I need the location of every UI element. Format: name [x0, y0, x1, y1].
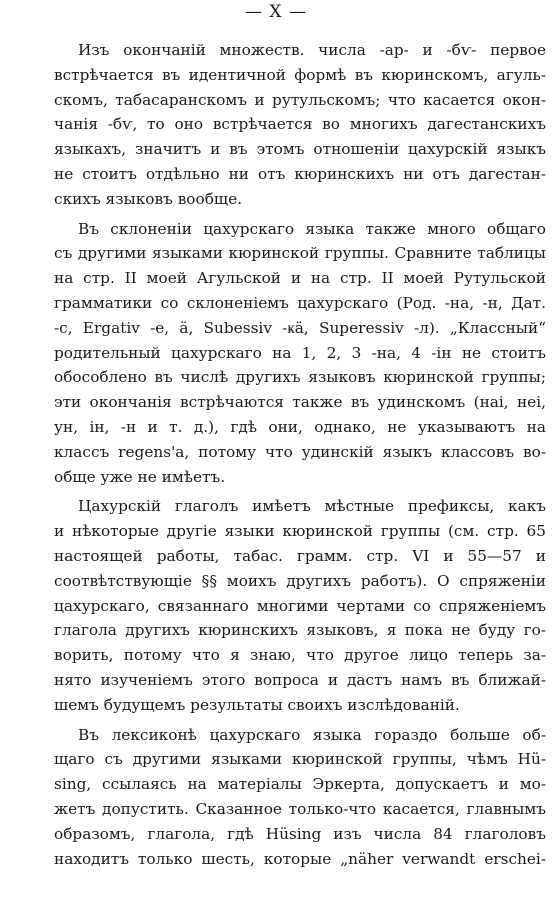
- text-line: настоящей работы, табас. грамм. стр. VI и 55—57 и: [54, 546, 546, 565]
- text-line: эти окончанія встрѣчаются также въ удинскомъ (наі, неі,: [54, 393, 546, 412]
- text-line: соотвѣтствующіе §§ моихъ другихъ работъ). О спряженіи: [54, 571, 546, 590]
- text-line: щаго съ другими языками кюринской группы, чѣмъ Hü-: [54, 750, 546, 769]
- text-line: ун, ін, -н и т. д.), гдѣ они, однако, не указываютъ на: [54, 417, 546, 436]
- page-number-header: — X —: [245, 2, 307, 22]
- text-line: языкахъ, значитъ и въ этомъ отношеніи цахурскій языкъ: [54, 140, 546, 159]
- paragraph-1: [54, 38, 546, 212]
- text-line: скомъ, табасаранскомъ и рутульскомъ; что касается окон-: [54, 90, 546, 109]
- text-line: скихъ языковъ вообще.: [54, 189, 243, 208]
- text-line: находитъ только шесть, которые „näher verwandt erschei-: [54, 849, 546, 868]
- text-line: не стоитъ отдѣльно ни отъ кюринскихъ ни отъ дагестан-: [54, 164, 546, 183]
- text-line: Изъ окончаній множеств. числа -ар- и -бѵ- первое: [78, 41, 546, 59]
- text-line: на стр. II моей Агульской и на стр. II моей Рутульской: [54, 269, 546, 288]
- paragraph-4: [54, 723, 546, 872]
- text-line: обособлено въ числѣ другихъ языковъ кюринской группы;: [54, 368, 546, 387]
- paragraph-3: [54, 494, 546, 717]
- text-line: и нѣкоторые другіе языки кюринской группы (см. стр. 65: [54, 522, 546, 541]
- text-line: чанія -бѵ, то оно встрѣчается во многихъ дагестанскихъ: [54, 115, 546, 134]
- text-line: sing, ссылаясь на матеріалы Эркерта, допускаетъ и мо-: [54, 775, 546, 794]
- text-line: -с, Ergativ -е, ä, Subessiv -ҝä, Superessiv -л). „Классный“: [54, 318, 546, 337]
- text-line: Цахурскій глаголъ имѣетъ мѣстные префиксы, какъ: [78, 497, 546, 516]
- text-line: обще уже не имѣетъ.: [54, 467, 226, 486]
- text-line: классъ regens'а, потому что удинскій языкъ классовъ во-: [54, 442, 546, 461]
- text-line: Въ лексиконѣ цахурскаго языка гораздо больше об-: [78, 725, 546, 744]
- text-line: глагола другихъ кюринскихъ языковъ, я пока не буду го-: [54, 621, 546, 640]
- text-line: съ другими языками кюринской группы. Сравните таблицы: [54, 244, 546, 263]
- text-line: грамматики со склоненіемъ цахурскаго (Род. -на, -н, Дат.: [54, 293, 546, 312]
- body-text: [54, 38, 546, 876]
- paragraph-2: [54, 217, 546, 490]
- text-line: встрѣчается въ идентичной формѣ въ кюринскомъ, агуль-: [54, 65, 546, 84]
- text-line: образомъ, глагола, гдѣ Hüsing изъ числа 84 глаголовъ: [54, 824, 546, 843]
- text-line: Въ склоненіи цахурскаго языка также много общаго: [78, 219, 546, 238]
- text-line: цахурскаго, связаннаго многими чертами со спряженіемъ: [54, 596, 546, 615]
- text-line: нято изученіемъ этого вопроса и дастъ намъ въ ближай-: [54, 670, 546, 689]
- text-line: шемъ будущемъ результаты своихъ изслѣдованій.: [54, 695, 460, 714]
- text-line: родительный цахурскаго на 1, 2, 3 -на, 4 -ін не стоитъ: [54, 343, 546, 362]
- text-line: жетъ допустить. Сказанное только-что касается, главнымъ: [54, 799, 546, 818]
- text-line: ворить, потому что я знаю, что другое лицо теперь за-: [54, 646, 546, 665]
